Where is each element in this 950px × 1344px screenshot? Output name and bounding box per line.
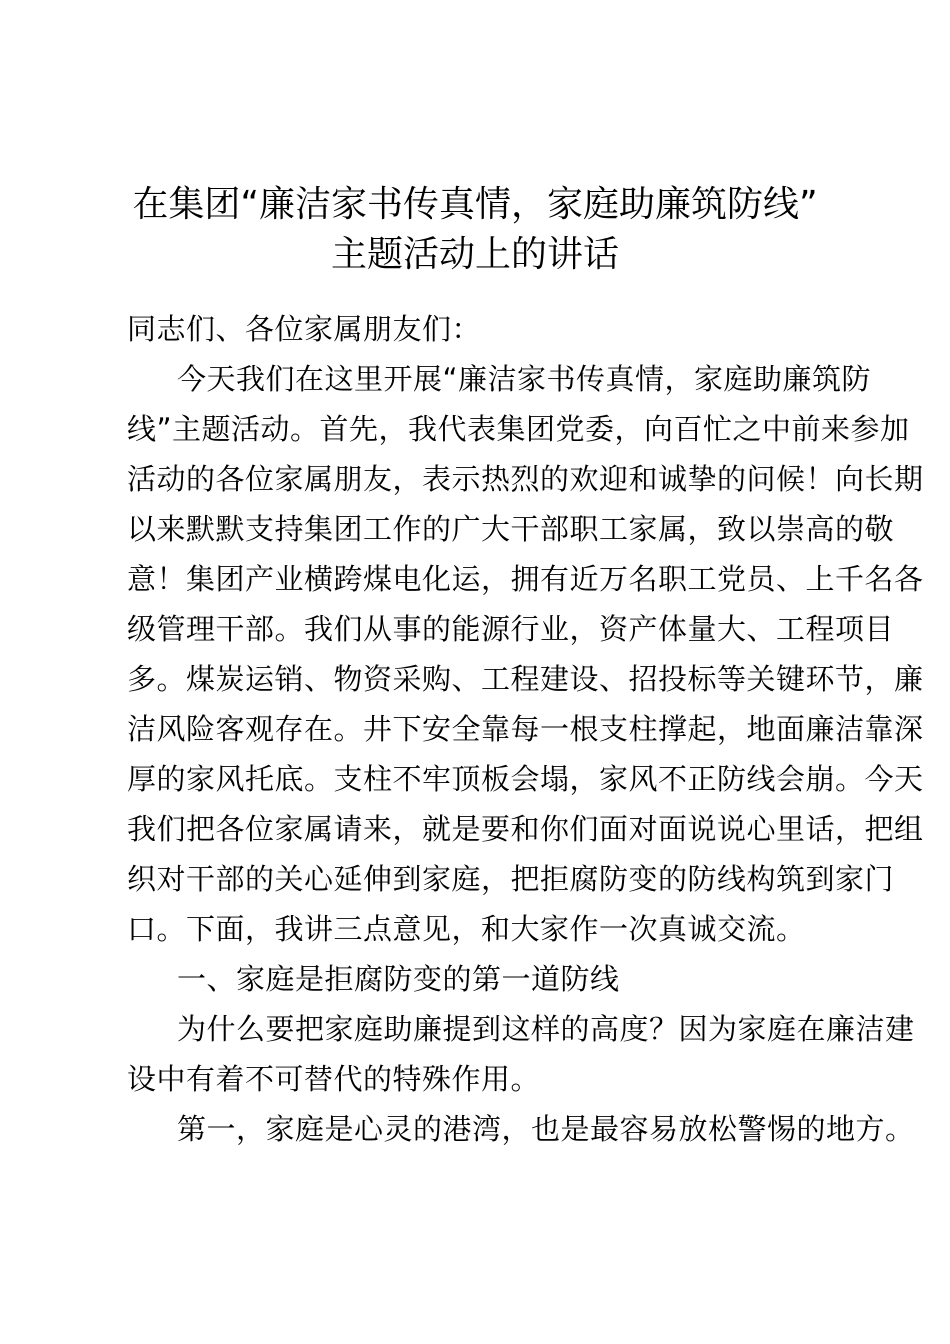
salutation-text: 同志们、各位家属朋友们： — [127, 312, 482, 346]
paragraph-line: 意！集团产业横跨煤电化运，拥有近万名职工党员、上千名各 — [127, 562, 924, 596]
paragraph-line: 活动的各位家属朋友，表示热烈的欢迎和诚挚的问候！向长期 — [127, 462, 924, 496]
paragraph-line: 厚的家风托底。支柱不牢顶板会塌，家风不正防线会崩。今天 — [127, 762, 924, 796]
paragraph-line: 第一，家庭是心灵的港湾，也是最容易放松警惕的地方。 — [177, 1112, 915, 1146]
section-heading-1 — [127, 954, 833, 1004]
salutation — [127, 304, 833, 354]
paragraph-line: 设中有着不可替代的特殊作用。 — [127, 1062, 541, 1096]
section-heading-text: 一、家庭是拒腐防变的第一道防线 — [177, 962, 620, 996]
paragraph-line: 以来默默支持集团工作的广大干部职工家属，致以崇高的敬 — [127, 512, 895, 546]
paragraph-line: 今天我们在这里开展“廉洁家书传真情，家庭助廉筑防 — [177, 362, 872, 396]
paragraph-line: 线”主题活动。首先，我代表集团党委，向百忙之中前来参加 — [127, 412, 910, 446]
paragraph-line: 口。下面，我讲三点意见，和大家作一次真诚交流。 — [127, 912, 806, 946]
document-title-line-1: 在集团“廉洁家书传真情，家庭助廉筑防线” — [132, 184, 818, 225]
paragraph-intro — [127, 354, 924, 954]
paragraph-why-family — [127, 1004, 915, 1104]
paragraph-line: 洁风险客观存在。井下安全靠每一根支柱撑起，地面廉洁靠深 — [127, 712, 924, 746]
paragraph-line: 级管理干部。我们从事的能源行业，资产体量大、工程项目 — [127, 612, 895, 646]
paragraph-first-point — [127, 1104, 915, 1154]
paragraph-line: 织对干部的关心延伸到家庭，把拒腐防变的防线构筑到家门 — [127, 862, 895, 896]
paragraph-line: 多。煤炭运销、物资采购、工程建设、招投标等关键环节，廉 — [127, 662, 924, 696]
paragraph-line: 为什么要把家庭助廉提到这样的高度？因为家庭在廉洁建 — [177, 1012, 915, 1046]
document-title-line-2: 主题活动上的讲话 — [330, 234, 619, 275]
paragraph-line: 我们把各位家属请来，就是要和你们面对面说说心里话，把组 — [127, 812, 924, 846]
document-body — [127, 304, 924, 1154]
